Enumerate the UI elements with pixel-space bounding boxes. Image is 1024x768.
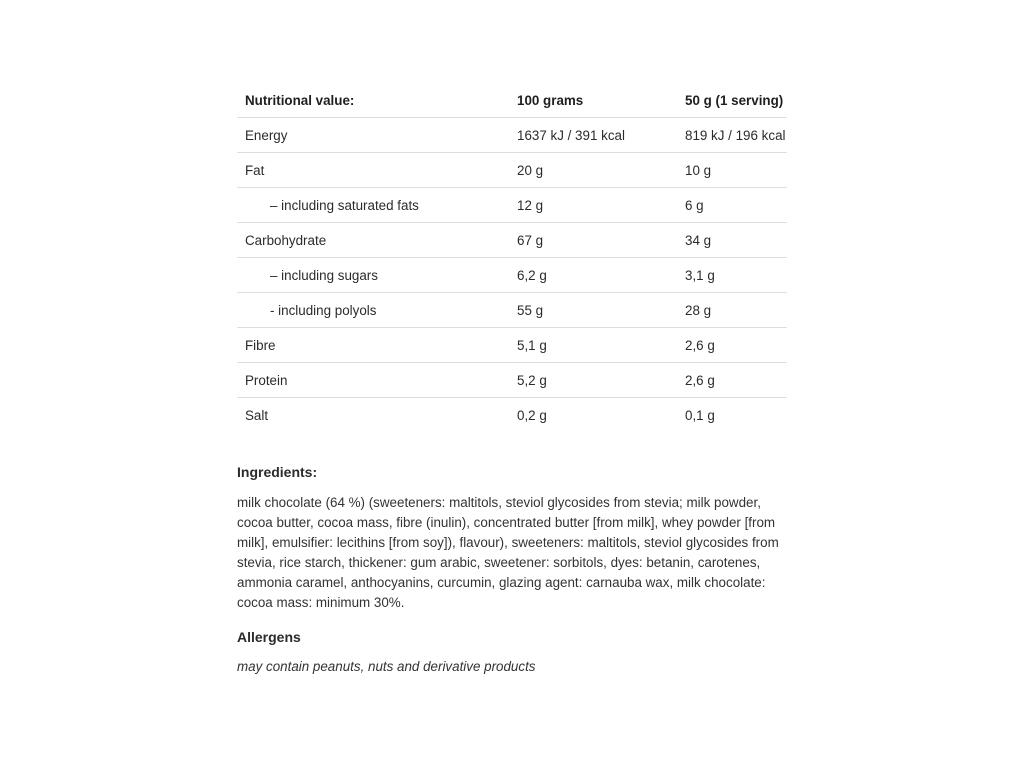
value-serving: 819 kJ / 196 kcal	[677, 118, 787, 153]
value-100g: 67 g	[509, 223, 677, 258]
value-serving: 0,1 g	[685, 407, 715, 423]
table-row	[237, 363, 787, 398]
value-serving: 10 g	[677, 153, 787, 188]
nutrient-label: – including saturated fats	[237, 188, 509, 223]
value-100g: 0,2 g	[517, 407, 547, 423]
value-serving: 2,6 g	[677, 363, 787, 398]
nutrient-label: – including sugars	[237, 258, 509, 293]
header-100-grams: 100 grams	[509, 83, 677, 118]
nutrition-table-body	[237, 118, 787, 433]
value-serving: 28 g	[677, 293, 787, 328]
value-serving: 2,6 g	[677, 328, 787, 363]
nutrient-label: Energy	[237, 118, 509, 153]
table-row	[237, 328, 787, 363]
table-row	[237, 188, 787, 223]
nutrient-label: - including polyols	[237, 293, 509, 328]
table-row	[237, 258, 787, 293]
nutrient-label: Fibre	[237, 328, 509, 363]
value-100g: 20 g	[509, 153, 677, 188]
ingredients-text: milk chocolate (64 %) (sweeteners: maltitols, steviol glycosides from stevia; milk powder, cocoa butter, cocoa mass, fibre (inulin), concentrated butter [from milk], whey powder [from milk], emulsifier: lecithins [from soy]), flavour), sweeteners: maltitols, steviol glycosides from stevia, rice starch, thickener: gum arabic, sweetener: sorbitols, dyes: betanin, carotenes, ammonia caramel, anthocyanins, curcumin, glazing agent: carnauba wax, milk chocolate: cocoa mass: minimum 30%.	[237, 495, 779, 610]
value-serving: 34 g	[677, 223, 787, 258]
table-row	[237, 223, 787, 258]
value-100g: 1637 kJ / 391 kcal	[509, 118, 677, 153]
header-nutritional-value: Nutritional value:	[237, 83, 509, 118]
value-serving: 3,1 g	[677, 258, 787, 293]
nutrient-label: Salt	[245, 407, 269, 423]
value-100g: 6,2 g	[509, 258, 677, 293]
table-row	[237, 398, 787, 433]
header-serving: 50 g (1 serving)	[677, 83, 787, 118]
nutrition-table	[237, 83, 787, 432]
nutrient-label: Protein	[237, 363, 509, 398]
value-100g: 5,2 g	[509, 363, 677, 398]
value-100g: 5,1 g	[509, 328, 677, 363]
ingredients-title: Ingredients:	[237, 464, 318, 480]
nutrient-label: Fat	[237, 153, 509, 188]
table-row	[237, 293, 787, 328]
table-header-row	[237, 83, 787, 118]
table-row	[237, 153, 787, 188]
value-100g: 55 g	[509, 293, 677, 328]
value-100g: 12 g	[509, 188, 677, 223]
allergens-text: may contain peanuts, nuts and derivative products	[237, 659, 536, 674]
allergens-title: Allergens	[237, 629, 301, 645]
value-serving: 6 g	[677, 188, 787, 223]
nutrition-section	[237, 83, 787, 432]
table-row	[237, 118, 787, 153]
nutrient-label: Carbohydrate	[237, 223, 509, 258]
